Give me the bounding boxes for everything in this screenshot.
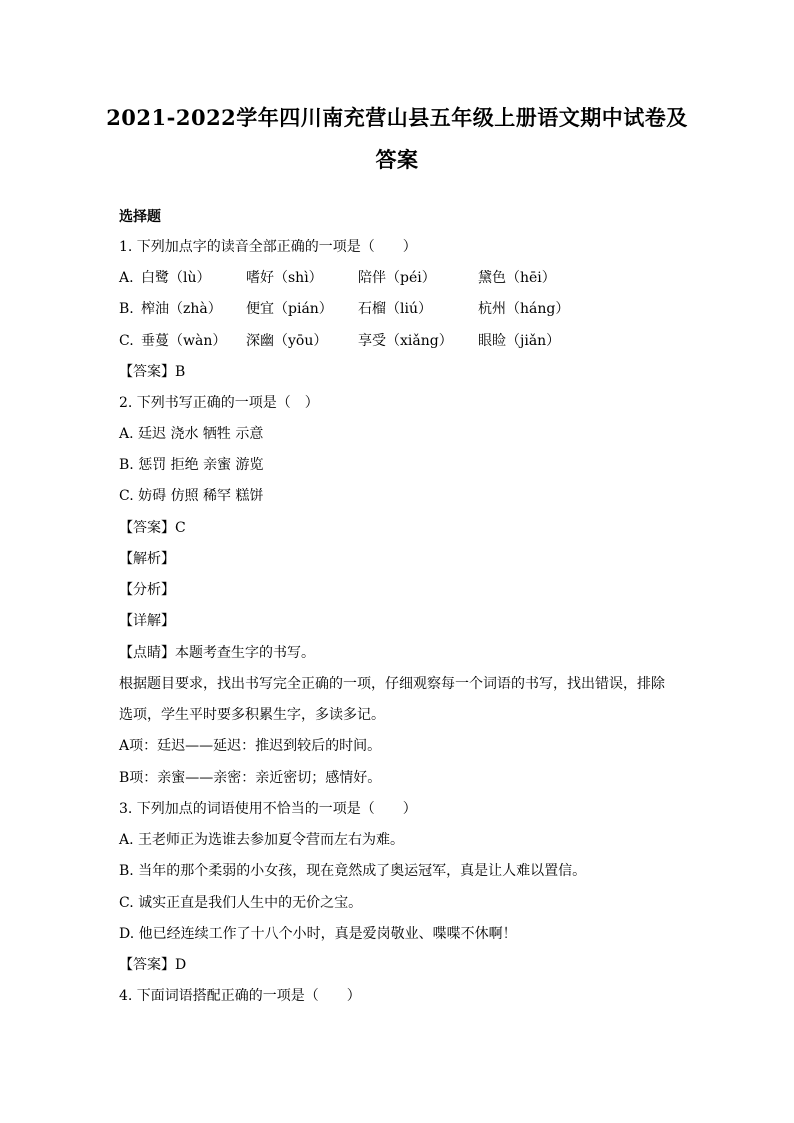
q3-option-d: D. 他已经连续工作了十八个小时，真是爱岗敬业、喋喋不休啊！ [119,926,517,942]
page-title-line-1: 2021-2022学年四川南充营山县五年级上册语文期中试卷及 [106,105,688,130]
q1-option-b-label: B. [119,301,134,317]
q2-note-a: A项：廷迟——延迟：推迟到较后的时间。 [119,738,382,754]
q3-option-b: B. 当年的那个柔弱的小女孩，现在竟然成了奥运冠军，真是让人难以置信。 [119,863,587,879]
q2-fenxi: 【分析】 [119,582,175,598]
q1-option-a-word-1: 白鹭（lù） [141,270,211,286]
q1-option-c-word-2: 深幽（yōu） [246,333,328,349]
page-title-line-2: 答案 [375,147,419,172]
q1-option-a-word-3: 陪伴（péi） [358,270,436,286]
q3-option-a: A. 王老师正为选谁去参加夏令营而左右为难。 [119,832,405,848]
q1-option-c-word-4: 眼睑（jiǎn） [478,333,561,349]
q2-xiangjie: 【详解】 [119,613,175,629]
q1-option-a-label: A. [119,270,134,286]
section-heading: 选择题 [119,209,161,225]
q2-jiexi: 【解析】 [119,551,175,567]
q1-option-b-word-4: 杭州（háng） [478,301,570,317]
q1-option-c-label: C. [119,333,134,349]
q1-option-b-word-2: 便宜（pián） [246,301,333,317]
q1-option-c-word-3: 享受（xiǎng） [358,333,453,349]
q3-stem: 3. 下列加点的词语使用不恰当的一项是（ ） [119,801,417,817]
q2-explanation-line-1: 根据题目要求，找出书写完全正确的一项，仔细观察每一个词语的书写，找出错误，排除 [119,676,665,692]
q1-option-b-word-1: 榨油（zhà） [141,301,222,317]
q2-option-b: B. 惩罚 拒绝 亲蜜 游览 [119,457,264,473]
q2-explanation-line-2: 选项，学生平时要多积累生字，多读多记。 [119,707,385,723]
q2-option-c: C. 妨碍 仿照 稀罕 糕饼 [119,488,264,504]
q1-stem: 1. 下列加点字的读音全部正确的一项是（ ） [119,239,417,255]
q1-option-a-word-4: 黛色（hēi） [478,270,556,286]
q1-option-c-word-1: 垂蔓（wàn） [141,333,227,349]
q2-answer: 【答案】C [119,520,186,536]
q2-dianjing: 【点睛】本题考查生字的书写。 [119,645,315,661]
q1-answer: 【答案】B [119,364,186,380]
q4-stem: 4. 下面词语搭配正确的一项是（ ） [119,988,361,1004]
q1-option-a-word-2: 嗜好（shì） [246,270,323,286]
q3-answer: 【答案】D [119,957,187,973]
q3-option-c: C. 诚实正直是我们人生中的无价之宝。 [119,895,363,911]
q2-stem: 2. 下列书写正确的一项是（ ） [119,395,319,411]
q2-option-a: A. 廷迟 浇水 牺牲 示意 [119,426,264,442]
q1-option-b-word-3: 石榴（liú） [358,301,432,317]
q2-note-b: B项：亲蜜——亲密：亲近密切；感情好。 [119,770,382,786]
